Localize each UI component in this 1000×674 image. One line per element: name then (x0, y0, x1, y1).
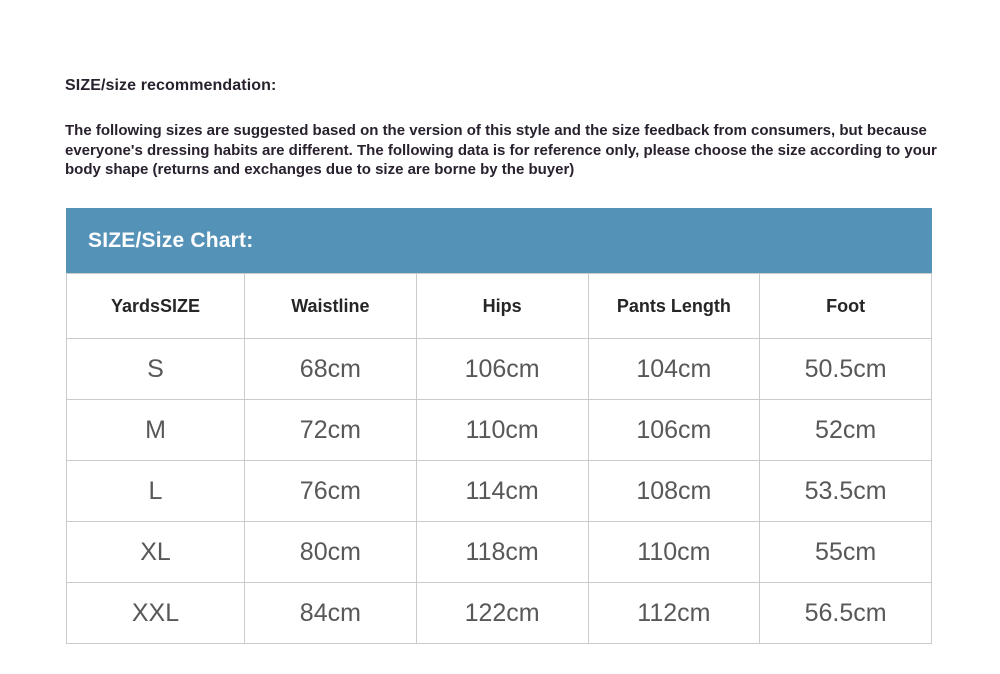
size-chart-table (66, 273, 932, 644)
cell-hips: 122cm (416, 583, 588, 644)
cell-foot: 55cm (760, 522, 932, 583)
table-row (67, 400, 932, 461)
size-chart-title-bar (66, 208, 932, 273)
table-row (67, 461, 932, 522)
column-header-yards-size: YardsSIZE (67, 274, 245, 339)
cell-waistline: 80cm (245, 522, 417, 583)
cell-size: S (67, 339, 245, 400)
cell-hips: 118cm (416, 522, 588, 583)
cell-waistline: 76cm (245, 461, 417, 522)
cell-hips: 114cm (416, 461, 588, 522)
column-header-hips: Hips (416, 274, 588, 339)
cell-pants-length: 104cm (588, 339, 760, 400)
cell-hips: 106cm (416, 339, 588, 400)
cell-size: XXL (67, 583, 245, 644)
cell-waistline: 68cm (245, 339, 417, 400)
column-header-waistline: Waistline (245, 274, 417, 339)
size-chart-title: SIZE/Size Chart: (88, 228, 254, 252)
table-header-row (67, 274, 932, 339)
column-header-pants-length: Pants Length (588, 274, 760, 339)
table-row (67, 339, 932, 400)
cell-foot: 56.5cm (760, 583, 932, 644)
table-row (67, 583, 932, 644)
cell-waistline: 72cm (245, 400, 417, 461)
cell-pants-length: 110cm (588, 522, 760, 583)
cell-waistline: 84cm (245, 583, 417, 644)
cell-size: L (67, 461, 245, 522)
column-header-foot: Foot (760, 274, 932, 339)
cell-pants-length: 108cm (588, 461, 760, 522)
cell-pants-length: 106cm (588, 400, 760, 461)
cell-pants-length: 112cm (588, 583, 760, 644)
table-row (67, 522, 932, 583)
cell-foot: 52cm (760, 400, 932, 461)
size-chart-section (66, 208, 932, 644)
cell-size: XL (67, 522, 245, 583)
cell-hips: 110cm (416, 400, 588, 461)
cell-size: M (67, 400, 245, 461)
cell-foot: 53.5cm (760, 461, 932, 522)
size-recommendation-body: The following sizes are suggested based on the version of this style and the size feedback from consumers, but because everyone's dressing habits are different. The following data is for reference only, please choose the size according to your body shape (returns and exchanges due to size are borne by the buyer) (65, 122, 937, 178)
size-recommendation-heading: SIZE/size recommendation: (65, 77, 277, 94)
cell-foot: 50.5cm (760, 339, 932, 400)
